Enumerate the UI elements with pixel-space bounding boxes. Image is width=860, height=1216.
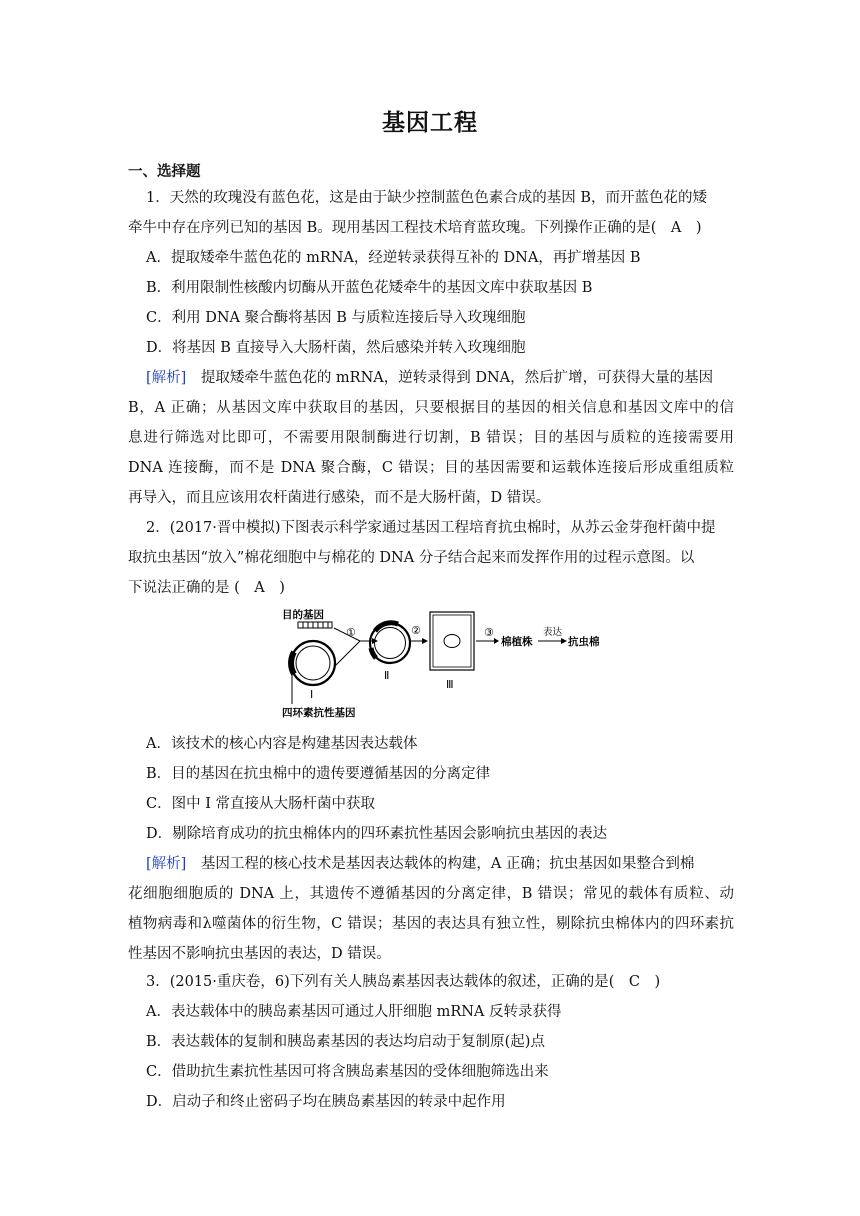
plasmid-I xyxy=(291,641,335,685)
q2-analysis-line4: 性基因不影响抗虫基因的表达，D 错误。 xyxy=(128,946,391,962)
q3-option-d: D．启动子和终止密码子均在胰岛素基因的转录中起作用 xyxy=(146,1094,506,1110)
q1-stem-line2: 牵牛中存在序列已知的基因 B。现用基因工程技术培育蓝玫瑰。下列操作正确的是( A ) xyxy=(128,220,702,236)
q3-option-b: B．表达载体的复制和胰岛素基因的表达均启动于复制原(起)点 xyxy=(146,1034,545,1050)
q1-analysis-line5: 再导入，而且应该用农杆菌进行感染，而不是大肠杆菌，D 错误。 xyxy=(128,490,551,506)
q1-option-d: D．将基因 B 直接导入大肠杆菌，然后感染并转入玫瑰细胞 xyxy=(146,340,526,356)
q2-analysis-line2: 花细胞细胞质的 DNA 上，其遗传不遵循基因的分离定律，B 错误；常见的载体有质粒、动 xyxy=(128,886,734,902)
analysis-tag: [解析] xyxy=(146,370,187,386)
express-label: 表达 xyxy=(543,627,563,638)
q2-option-c: C．图中 I 常直接从大肠杆菌中获取 xyxy=(146,796,376,812)
bt-cotton-label: 抗虫棉 xyxy=(568,636,600,648)
q2-stem-line1: 2．(2017·晋中模拟)下图表示科学家通过基因工程培育抗虫棉时，从苏云金芽孢杆菌中提 xyxy=(146,520,716,536)
plant-cell-III xyxy=(430,612,474,670)
label-I: Ⅰ xyxy=(310,688,314,701)
q3-stem: 3．(2015·重庆卷，6)下列有关人胰岛素基因表达载体的叙述，正确的是( C ) xyxy=(146,974,661,990)
step3-label: ③ xyxy=(484,626,494,639)
q2-stem-line2: 取抗虫基因“放入”棉花细胞中与棉花的 DNA 分子结合起来而发挥作用的过程示意图。以 xyxy=(128,550,695,566)
q2-option-a: A．该技术的核心内容是构建基因表达载体 xyxy=(146,736,418,752)
q2-option-d: D．剔除培育成功的抗虫棉体内的四环素抗性基因会影响抗虫基因的表达 xyxy=(146,826,608,842)
q1-option-b: B．利用限制性核酸内切酶从开蓝色花矮牵牛的基因文库中获取基因 B xyxy=(146,280,593,296)
q1-option-c: C．利用 DNA 聚合酶将基因 B 与质粒连接后导入玫瑰细胞 xyxy=(146,310,526,326)
step1-label: ① xyxy=(346,626,356,639)
q2-option-b: B．目的基因在抗虫棉中的遗传要遵循基因的分离定律 xyxy=(146,766,491,782)
label-II: Ⅱ xyxy=(384,669,390,682)
target-gene-segment xyxy=(298,622,332,628)
q2-analysis-line3: 植物病毒和λ噬菌体的衍生物，C 错误；基因的表达具有独立性，剔除抗虫棉体内的四环素抗 xyxy=(128,916,734,932)
gene-engineering-diagram xyxy=(280,606,660,718)
express-arrow xyxy=(538,638,567,644)
q2-analysis-text1: 基因工程的核心技术是基因表达载体的构建，A 正确；抗虫基因如果整合到棉 xyxy=(186,856,695,872)
q1-analysis-line2: B，A 正确；从基因文库中获取目的基因，只要根据目的基因的相关信息和基因文库中的信 xyxy=(128,400,734,416)
q1-option-a: A．提取矮牵牛蓝色花的 mRNA，经逆转录获得互补的 DNA，再扩增基因 B xyxy=(146,250,641,266)
analysis-tag: [解析] xyxy=(146,856,187,872)
label-III: Ⅲ xyxy=(446,678,454,691)
q2-analysis-line1 xyxy=(146,854,694,874)
resistance-gene-label: 四环素抗性基因 xyxy=(282,707,356,718)
q2-stem-line3: 下说法正确的是 ( A ) xyxy=(128,580,285,596)
q1-analysis-text1: 提取矮牵牛蓝色花的 mRNA，逆转录得到 DNA，然后扩增，可获得大量的基因 xyxy=(186,370,714,386)
q1-stem-line1: 1．天然的玫瑰没有蓝色花，这是由于缺少控制蓝色色素合成的基因 B，而开蓝色花的矮 xyxy=(146,190,707,206)
q1-analysis-line4: DNA 连接酶，而不是 DNA 聚合酶，C 错误；目的基因需要和运载体连接后形成重组质粒 xyxy=(128,460,734,476)
q3-option-a: A．表达载体中的胰岛素基因可通过人肝细胞 mRNA 反转录获得 xyxy=(146,1004,562,1020)
step2-label: ② xyxy=(411,624,421,637)
page-title: 基因工程 xyxy=(382,110,478,136)
q1-analysis-line1 xyxy=(146,368,713,388)
q1-analysis-line3: 息进行筛选对比即可，不需要用限制酶进行切割，B 错误；目的基因与质粒的连接需要用 xyxy=(128,430,734,446)
target-gene-label: 目的基因 xyxy=(282,609,324,621)
step2-arrow xyxy=(411,638,428,644)
q3-option-c: C．借助抗生素抗性基因可将含胰岛素基因的受体细胞筛选出来 xyxy=(146,1064,549,1080)
plasmid-II xyxy=(370,623,410,663)
section-heading: 一、选择题 xyxy=(128,164,201,180)
cotton-plant-label: 棉植株 xyxy=(501,636,533,648)
